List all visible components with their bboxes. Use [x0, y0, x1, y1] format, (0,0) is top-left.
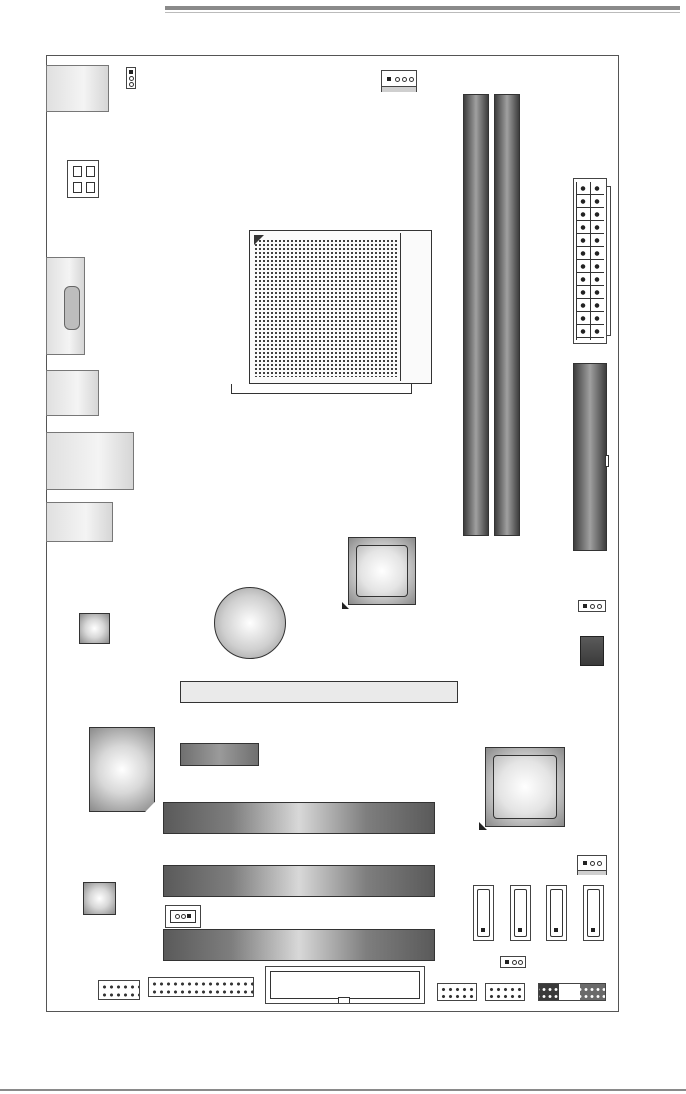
south-bridge-pin1	[479, 822, 487, 830]
vga-port	[46, 257, 85, 355]
ps2-ports	[46, 65, 109, 112]
socket-lever	[400, 233, 428, 381]
serial-header	[148, 977, 254, 997]
pci-slot-3	[163, 929, 435, 961]
cmos-battery	[214, 587, 286, 659]
top-rule	[165, 6, 680, 10]
sata-port-4	[583, 885, 604, 941]
bottom-rule	[0, 1089, 686, 1091]
top-rule-thin	[165, 12, 680, 13]
cd-in-connector	[165, 905, 201, 928]
usb-header-1	[437, 983, 477, 1001]
socket-base	[231, 384, 412, 394]
dimm-slot-1	[463, 94, 489, 536]
floppy-connector	[265, 966, 425, 1004]
sata-port-3	[546, 885, 567, 941]
audio-chip	[83, 882, 116, 915]
audio-jacks	[46, 502, 113, 542]
ide-key	[605, 455, 609, 467]
ide-connector	[573, 363, 607, 551]
socket-triangle-marker	[254, 235, 264, 245]
super-io-chip	[89, 727, 155, 812]
atx-24pin-connector	[573, 178, 607, 344]
usb-header-2	[485, 983, 525, 1001]
clear-cmos-jumper	[500, 956, 526, 968]
sata-port-1	[473, 885, 494, 941]
atx-24pin-cells	[576, 182, 604, 340]
pci-slot-2	[163, 865, 435, 897]
vga-connector	[64, 286, 80, 330]
north-bridge-pin1	[342, 602, 349, 609]
cpu-fan-header	[381, 70, 417, 92]
atx-12v-connector	[67, 160, 99, 198]
dimm-slot-2	[494, 94, 520, 536]
jumper-3pin-right	[577, 855, 607, 875]
small-chip-left	[79, 613, 110, 644]
system-fan-header	[578, 600, 606, 612]
jumper-3pin-top	[126, 67, 136, 89]
front-panel-header	[538, 983, 606, 1001]
cpu-pin-grid	[254, 239, 398, 377]
front-audio-header	[98, 980, 140, 1000]
usb-ports	[46, 432, 134, 490]
pci-slot-1	[163, 802, 435, 834]
south-bridge-chip	[485, 747, 565, 827]
atx-24pin-latch	[607, 186, 611, 336]
bios-chip	[580, 636, 604, 666]
lan-port	[46, 370, 99, 416]
pcie-x16-slot	[180, 681, 458, 703]
small-slot-bar	[180, 743, 259, 766]
sata-port-2	[510, 885, 531, 941]
cpu-socket	[249, 230, 432, 384]
north-bridge-chip	[348, 537, 416, 605]
